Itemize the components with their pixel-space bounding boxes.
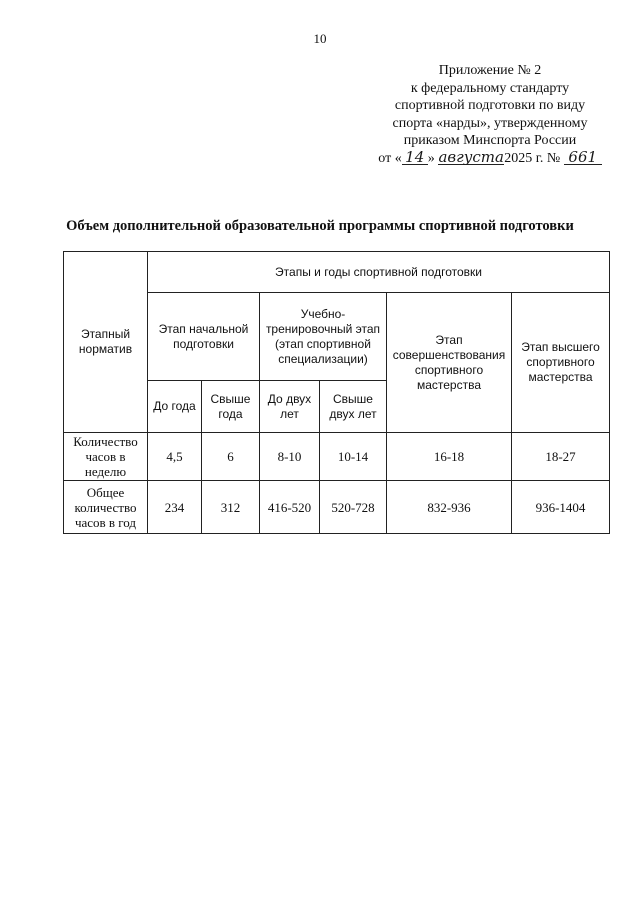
stage-higher-header: Этап высшего спортивного мастерства bbox=[512, 293, 610, 433]
order-prefix: от « bbox=[378, 150, 402, 166]
order-mid: » bbox=[427, 150, 435, 166]
table-header-row bbox=[64, 252, 610, 293]
appendix-line-4: спорта «нарды», утвержденному bbox=[392, 115, 588, 131]
sub-header-initial-2: Свыше года bbox=[202, 381, 260, 433]
sub-header-initial-1: До года bbox=[148, 381, 202, 433]
document-title: Объем дополнительной образовательной программы спортивной подготовки bbox=[66, 218, 574, 234]
table-cell: 10-14 bbox=[320, 433, 387, 481]
order-day: 14 bbox=[402, 150, 428, 165]
table-cell: 936-1404 bbox=[512, 481, 610, 534]
appendix-header bbox=[372, 62, 608, 167]
appendix-line-2: к федеральному стандарту bbox=[410, 80, 570, 96]
corner-header: Этапный норматив bbox=[64, 252, 148, 433]
table-cell: 4,5 bbox=[148, 433, 202, 481]
group-header: Этапы и годы спортивной подготовки bbox=[148, 252, 610, 293]
sub-header-training-1: До двух лет bbox=[260, 381, 320, 433]
table-row bbox=[64, 433, 610, 481]
order-year: 2025 г. № bbox=[504, 150, 561, 166]
order-month: августа bbox=[438, 147, 504, 166]
program-volume-table bbox=[63, 251, 610, 534]
table-row bbox=[64, 481, 610, 534]
table-cell: 234 bbox=[148, 481, 202, 534]
table-cell: 8-10 bbox=[260, 433, 320, 481]
stage-improvement-header: Этап совершенствования спортивного мастерства bbox=[387, 293, 512, 433]
row-label: Количество часов в неделю bbox=[64, 433, 148, 481]
table-cell: 520-728 bbox=[320, 481, 387, 534]
table-cell: 16-18 bbox=[387, 433, 512, 481]
table-cell: 18-27 bbox=[512, 433, 610, 481]
stage-initial-header: Этап начальной подготовки bbox=[148, 293, 260, 381]
table-cell: 832-936 bbox=[387, 481, 512, 534]
appendix-line-3: спортивной подготовки по виду bbox=[394, 98, 586, 113]
page-number: 10 bbox=[313, 31, 327, 46]
sub-header-training-2: Свыше двух лет bbox=[320, 381, 387, 433]
table-cell: 312 bbox=[202, 481, 260, 534]
table-cell: 416-520 bbox=[260, 481, 320, 534]
row-label: Общее количество часов в год bbox=[64, 481, 148, 534]
appendix-line-5: приказом Минспорта России bbox=[403, 133, 577, 148]
table-cell: 6 bbox=[202, 433, 260, 481]
order-date-line bbox=[372, 147, 608, 168]
stage-training-header: Учебно-тренировочный этап (этап спортивной специализации) bbox=[260, 293, 387, 381]
order-number: 661 bbox=[564, 150, 602, 165]
appendix-line-1: Приложение № 2 bbox=[438, 63, 542, 78]
